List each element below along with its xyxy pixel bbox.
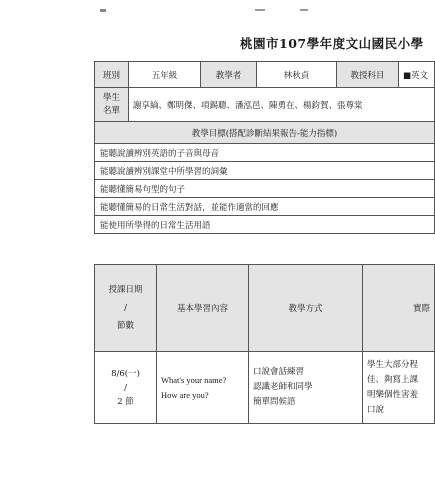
content-line: How are you? <box>161 389 209 400</box>
schedule-row <box>95 352 435 424</box>
content-line: What's your name? <box>161 374 227 385</box>
method-line: 口說會話練習 <box>253 367 305 377</box>
class-value: 五年級 <box>129 62 201 88</box>
objective-item: 能聽說讀辨別英語的子音與母音 <box>95 144 435 162</box>
objective-row <box>95 162 435 180</box>
objective-item: 能聽懂簡易的日常生活對話，並能作適當的回應 <box>95 198 435 216</box>
status-header: 實際 <box>363 265 435 352</box>
date-header-line-1: 授課日期 <box>108 285 143 295</box>
method-line: 簡單問候語 <box>253 397 296 407</box>
status-line: 學生大部分程 <box>367 359 419 370</box>
top-mark-2 <box>255 9 265 11</box>
schedule-header-row <box>95 265 435 352</box>
students-row <box>95 88 435 122</box>
schedule-content <box>157 352 249 424</box>
lesson-info-table <box>94 61 435 234</box>
status-line: 佳、夠寫上課 <box>367 374 419 385</box>
students-label <box>95 88 129 122</box>
objective-row <box>95 198 435 216</box>
students-label-line-1: 學生 <box>102 92 120 103</box>
subject-label: 教授科目 <box>337 62 399 88</box>
method-line: 認識老師和同學 <box>253 382 313 392</box>
objective-item: 能聽懂簡易句型的句子 <box>95 180 435 198</box>
schedule-table <box>94 264 435 424</box>
teacher-label: 教學者 <box>201 62 257 88</box>
top-decoration-bar <box>0 0 426 6</box>
students-label-line-2: 名單 <box>102 105 120 116</box>
method-header: 教學方式 <box>249 265 363 352</box>
class-label: 班別 <box>95 62 129 88</box>
objectives-header-row <box>95 122 435 144</box>
status-line: 明樂個性害羞 <box>367 389 419 400</box>
schedule-date-line-2: / <box>124 382 127 393</box>
objective-row <box>95 180 435 198</box>
info-row <box>95 62 435 88</box>
date-header <box>95 265 157 352</box>
date-header-line-2: / <box>124 303 127 313</box>
schedule-date-line-3: 2 節 <box>117 396 134 407</box>
teacher-value: 林秋貞 <box>257 62 337 88</box>
date-header-line-3: 節數 <box>116 321 134 331</box>
schedule-method <box>249 352 363 424</box>
objectives-header: 教學目標(搭配診斷結果報告-能力指標) <box>95 122 435 144</box>
subject-value: ■英文 <box>399 62 435 88</box>
objective-item: 能聽說讀辨別課堂中所學習的詞彙 <box>95 162 435 180</box>
schedule-status <box>363 352 435 424</box>
objective-row <box>95 144 435 162</box>
schedule-date <box>95 352 157 424</box>
objective-row <box>95 216 435 234</box>
students-value: 謝享綸、鄭明傑、項錫聰、潘泓邑、陳勇在、楊鈞賀、張尊棠 <box>129 88 435 122</box>
status-line: 口說 <box>367 404 385 415</box>
top-mark-3 <box>300 9 308 11</box>
page-title: 桃園市107學年度文山國民小學 <box>240 36 424 51</box>
objective-item: 能使用所學得的日常生活用語 <box>95 216 435 234</box>
schedule-date-line-1: 8/6(一) <box>111 368 140 379</box>
content-header: 基本學習內容 <box>157 265 249 352</box>
top-decoration-svg <box>0 9 426 15</box>
top-mark-1 <box>100 9 106 12</box>
